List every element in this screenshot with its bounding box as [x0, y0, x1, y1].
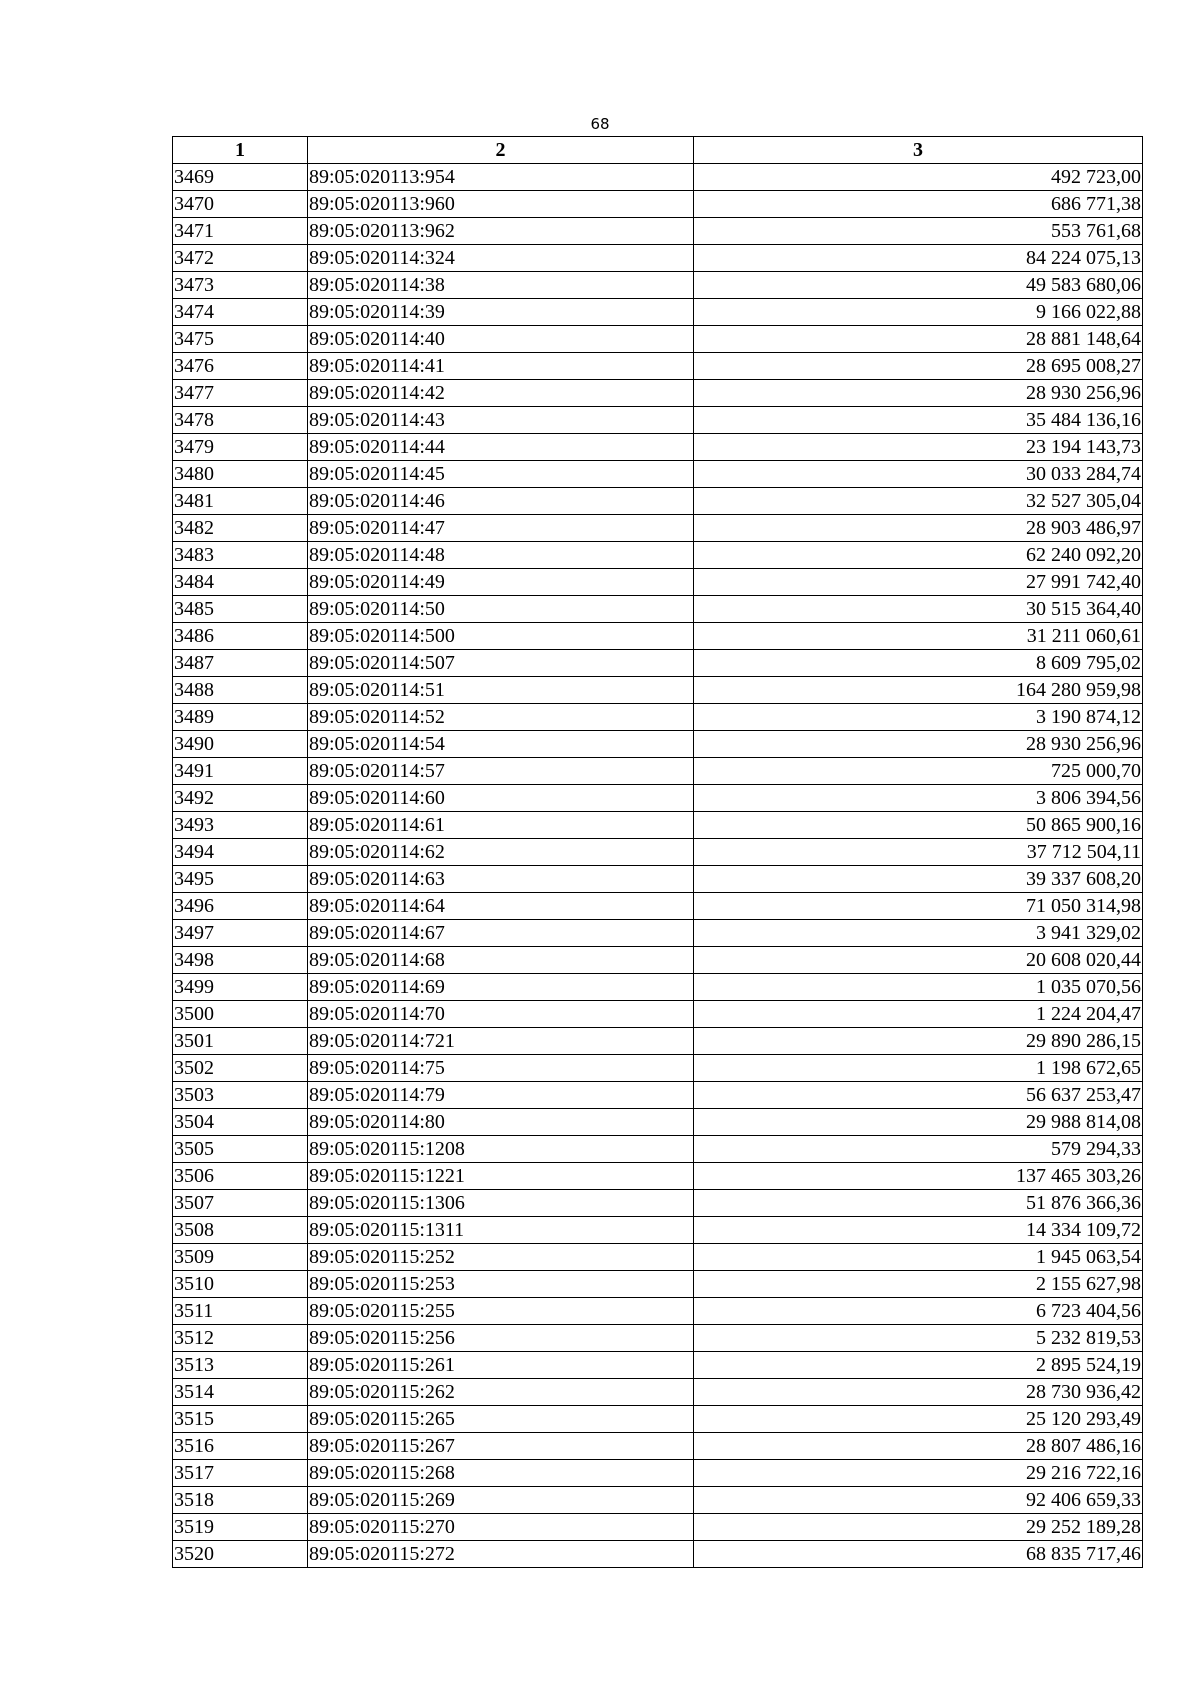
- table-row: [173, 1352, 1143, 1379]
- table-row: [173, 434, 1143, 461]
- cadastral-number-cell: 89:05:020114:52: [308, 704, 694, 731]
- table-row: [173, 326, 1143, 353]
- table-row: [173, 1541, 1143, 1568]
- table-row: [173, 974, 1143, 1001]
- cadastral-number-cell: 89:05:020114:70: [308, 1001, 694, 1028]
- table-row: [173, 650, 1143, 677]
- table-row: [173, 569, 1143, 596]
- row-number-cell: 3501: [173, 1028, 308, 1055]
- table-body: [173, 164, 1143, 1568]
- cadastral-number-cell: 89:05:020114:75: [308, 1055, 694, 1082]
- cadastral-number-cell: 89:05:020114:60: [308, 785, 694, 812]
- row-number-cell: 3480: [173, 461, 308, 488]
- row-number-cell: 3511: [173, 1298, 308, 1325]
- cadastral-value-cell: 1 945 063,54: [694, 1244, 1143, 1271]
- row-number-cell: 3473: [173, 272, 308, 299]
- table-row: [173, 1190, 1143, 1217]
- cadastral-number-cell: 89:05:020114:38: [308, 272, 694, 299]
- cadastral-number-cell: 89:05:020115:270: [308, 1514, 694, 1541]
- table-row: [173, 1298, 1143, 1325]
- row-number-cell: 3515: [173, 1406, 308, 1433]
- row-number-cell: 3506: [173, 1163, 308, 1190]
- cadastral-number-cell: 89:05:020115:267: [308, 1433, 694, 1460]
- cadastral-number-cell: 89:05:020114:46: [308, 488, 694, 515]
- table-header: [173, 137, 1143, 164]
- cadastral-value-cell: 28 695 008,27: [694, 353, 1143, 380]
- cadastral-number-cell: 89:05:020114:45: [308, 461, 694, 488]
- table-row: [173, 542, 1143, 569]
- cadastral-value-cell: 49 583 680,06: [694, 272, 1143, 299]
- cadastral-number-cell: 89:05:020115:272: [308, 1541, 694, 1568]
- table-row: [173, 1217, 1143, 1244]
- cadastral-number-cell: 89:05:020114:51: [308, 677, 694, 704]
- table-row: [173, 407, 1143, 434]
- cadastral-value-cell: 5 232 819,53: [694, 1325, 1143, 1352]
- cadastral-value-cell: 30 033 284,74: [694, 461, 1143, 488]
- row-number-cell: 3514: [173, 1379, 308, 1406]
- table-row: [173, 1001, 1143, 1028]
- cadastral-number-cell: 89:05:020114:69: [308, 974, 694, 1001]
- row-number-cell: 3493: [173, 812, 308, 839]
- cadastral-number-cell: 89:05:020114:61: [308, 812, 694, 839]
- cadastral-number-cell: 89:05:020115:256: [308, 1325, 694, 1352]
- cadastral-value-cell: 28 730 936,42: [694, 1379, 1143, 1406]
- row-number-cell: 3483: [173, 542, 308, 569]
- row-number-cell: 3492: [173, 785, 308, 812]
- row-number-cell: 3519: [173, 1514, 308, 1541]
- row-number-cell: 3510: [173, 1271, 308, 1298]
- row-number-cell: 3469: [173, 164, 308, 191]
- cadastral-value-cell: 20 608 020,44: [694, 947, 1143, 974]
- cadastral-value-cell: 553 761,68: [694, 218, 1143, 245]
- cadastral-value-cell: 51 876 366,36: [694, 1190, 1143, 1217]
- table-row: [173, 164, 1143, 191]
- table-row: [173, 704, 1143, 731]
- row-number-cell: 3470: [173, 191, 308, 218]
- cadastral-value-cell: 29 890 286,15: [694, 1028, 1143, 1055]
- row-number-cell: 3490: [173, 731, 308, 758]
- cadastral-number-cell: 89:05:020114:507: [308, 650, 694, 677]
- row-number-cell: 3495: [173, 866, 308, 893]
- header-col-1: 1: [173, 137, 308, 164]
- table-row: [173, 920, 1143, 947]
- row-number-cell: 3474: [173, 299, 308, 326]
- row-number-cell: 3516: [173, 1433, 308, 1460]
- row-number-cell: 3500: [173, 1001, 308, 1028]
- table-row: [173, 353, 1143, 380]
- row-number-cell: 3472: [173, 245, 308, 272]
- cadastral-number-cell: 89:05:020114:54: [308, 731, 694, 758]
- table-row: [173, 623, 1143, 650]
- cadastral-number-cell: 89:05:020114:49: [308, 569, 694, 596]
- cadastral-number-cell: 89:05:020115:252: [308, 1244, 694, 1271]
- cadastral-value-cell: 27 991 742,40: [694, 569, 1143, 596]
- cadastral-number-cell: 89:05:020115:262: [308, 1379, 694, 1406]
- cadastral-value-cell: 8 609 795,02: [694, 650, 1143, 677]
- row-number-cell: 3507: [173, 1190, 308, 1217]
- table-row: [173, 1460, 1143, 1487]
- cadastral-number-cell: 89:05:020114:67: [308, 920, 694, 947]
- cadastral-number-cell: 89:05:020114:39: [308, 299, 694, 326]
- table-row: [173, 1433, 1143, 1460]
- cadastral-value-cell: 71 050 314,98: [694, 893, 1143, 920]
- cadastral-value-cell: 39 337 608,20: [694, 866, 1143, 893]
- row-number-cell: 3512: [173, 1325, 308, 1352]
- cadastral-value-cell: 37 712 504,11: [694, 839, 1143, 866]
- cadastral-value-cell: 84 224 075,13: [694, 245, 1143, 272]
- cadastral-number-cell: 89:05:020115:269: [308, 1487, 694, 1514]
- table-row: [173, 515, 1143, 542]
- table-row: [173, 461, 1143, 488]
- cadastral-number-cell: 89:05:020115:253: [308, 1271, 694, 1298]
- cadastral-value-cell: 2 895 524,19: [694, 1352, 1143, 1379]
- row-number-cell: 3487: [173, 650, 308, 677]
- row-number-cell: 3517: [173, 1460, 308, 1487]
- cadastral-value-cell: 56 637 253,47: [694, 1082, 1143, 1109]
- cadastral-number-cell: 89:05:020114:62: [308, 839, 694, 866]
- cadastral-number-cell: 89:05:020114:48: [308, 542, 694, 569]
- row-number-cell: 3476: [173, 353, 308, 380]
- cadastral-number-cell: 89:05:020115:1221: [308, 1163, 694, 1190]
- cadastral-value-cell: 28 930 256,96: [694, 731, 1143, 758]
- cadastral-value-cell: 1 035 070,56: [694, 974, 1143, 1001]
- table-row: [173, 488, 1143, 515]
- cadastral-number-cell: 89:05:020114:40: [308, 326, 694, 353]
- cadastral-value-cell: 29 252 189,28: [694, 1514, 1143, 1541]
- table-row: [173, 245, 1143, 272]
- cadastral-value-cell: 725 000,70: [694, 758, 1143, 785]
- cadastral-number-cell: 89:05:020114:500: [308, 623, 694, 650]
- table-row: [173, 758, 1143, 785]
- cadastral-value-cell: 164 280 959,98: [694, 677, 1143, 704]
- cadastral-value-cell: 28 881 148,64: [694, 326, 1143, 353]
- cadastral-value-cell: 492 723,00: [694, 164, 1143, 191]
- table-row: [173, 1244, 1143, 1271]
- cadastral-number-cell: 89:05:020113:954: [308, 164, 694, 191]
- table-row: [173, 191, 1143, 218]
- header-row: [173, 137, 1143, 164]
- cadastral-number-cell: 89:05:020114:43: [308, 407, 694, 434]
- table-row: [173, 1487, 1143, 1514]
- row-number-cell: 3496: [173, 893, 308, 920]
- row-number-cell: 3509: [173, 1244, 308, 1271]
- row-number-cell: 3504: [173, 1109, 308, 1136]
- header-col-2: 2: [308, 137, 694, 164]
- cadastral-number-cell: 89:05:020113:960: [308, 191, 694, 218]
- row-number-cell: 3497: [173, 920, 308, 947]
- cadastral-value-cell: 686 771,38: [694, 191, 1143, 218]
- cadastral-value-cell: 23 194 143,73: [694, 434, 1143, 461]
- table-row: [173, 731, 1143, 758]
- cadastral-number-cell: 89:05:020114:64: [308, 893, 694, 920]
- cadastral-value-cell: 28 807 486,16: [694, 1433, 1143, 1460]
- table-row: [173, 947, 1143, 974]
- table-row: [173, 893, 1143, 920]
- cadastral-value-cell: 29 988 814,08: [694, 1109, 1143, 1136]
- cadastral-value-cell: 3 941 329,02: [694, 920, 1143, 947]
- cadastral-value-cell: 3 190 874,12: [694, 704, 1143, 731]
- row-number-cell: 3471: [173, 218, 308, 245]
- cadastral-number-cell: 89:05:020114:79: [308, 1082, 694, 1109]
- cadastral-value-cell: 50 865 900,16: [694, 812, 1143, 839]
- table-row: [173, 866, 1143, 893]
- table-row: [173, 1055, 1143, 1082]
- cadastral-value-cell: 31 211 060,61: [694, 623, 1143, 650]
- row-number-cell: 3513: [173, 1352, 308, 1379]
- cadastral-value-cell: 6 723 404,56: [694, 1298, 1143, 1325]
- row-number-cell: 3477: [173, 380, 308, 407]
- cadastral-value-table: [172, 136, 1143, 1568]
- cadastral-value-cell: 1 224 204,47: [694, 1001, 1143, 1028]
- table-row: [173, 1109, 1143, 1136]
- cadastral-value-cell: 137 465 303,26: [694, 1163, 1143, 1190]
- cadastral-value-cell: 14 334 109,72: [694, 1217, 1143, 1244]
- table-row: [173, 380, 1143, 407]
- cadastral-value-cell: 9 166 022,88: [694, 299, 1143, 326]
- cadastral-value-cell: 3 806 394,56: [694, 785, 1143, 812]
- cadastral-number-cell: 89:05:020115:265: [308, 1406, 694, 1433]
- row-number-cell: 3485: [173, 596, 308, 623]
- table-row: [173, 1163, 1143, 1190]
- cadastral-number-cell: 89:05:020114:44: [308, 434, 694, 461]
- cadastral-value-cell: 30 515 364,40: [694, 596, 1143, 623]
- row-number-cell: 3486: [173, 623, 308, 650]
- cadastral-number-cell: 89:05:020114:324: [308, 245, 694, 272]
- page-number: 68: [590, 115, 610, 133]
- cadastral-number-cell: 89:05:020114:63: [308, 866, 694, 893]
- cadastral-number-cell: 89:05:020115:1311: [308, 1217, 694, 1244]
- row-number-cell: 3494: [173, 839, 308, 866]
- cadastral-value-cell: 62 240 092,20: [694, 542, 1143, 569]
- row-number-cell: 3479: [173, 434, 308, 461]
- cadastral-number-cell: 89:05:020114:50: [308, 596, 694, 623]
- cadastral-value-cell: 68 835 717,46: [694, 1541, 1143, 1568]
- table-row: [173, 839, 1143, 866]
- row-number-cell: 3478: [173, 407, 308, 434]
- cadastral-number-cell: 89:05:020114:68: [308, 947, 694, 974]
- row-number-cell: 3484: [173, 569, 308, 596]
- table-row: [173, 1082, 1143, 1109]
- cadastral-value-cell: 28 903 486,97: [694, 515, 1143, 542]
- row-number-cell: 3488: [173, 677, 308, 704]
- cadastral-number-cell: 89:05:020113:962: [308, 218, 694, 245]
- cadastral-number-cell: 89:05:020114:42: [308, 380, 694, 407]
- cadastral-value-cell: 579 294,33: [694, 1136, 1143, 1163]
- cadastral-value-cell: 2 155 627,98: [694, 1271, 1143, 1298]
- row-number-cell: 3503: [173, 1082, 308, 1109]
- cadastral-value-cell: 28 930 256,96: [694, 380, 1143, 407]
- cadastral-number-cell: 89:05:020115:1208: [308, 1136, 694, 1163]
- cadastral-value-cell: 29 216 722,16: [694, 1460, 1143, 1487]
- row-number-cell: 3505: [173, 1136, 308, 1163]
- cadastral-value-cell: 35 484 136,16: [694, 407, 1143, 434]
- cadastral-value-cell: 1 198 672,65: [694, 1055, 1143, 1082]
- table-row: [173, 272, 1143, 299]
- cadastral-value-cell: 32 527 305,04: [694, 488, 1143, 515]
- cadastral-number-cell: 89:05:020115:261: [308, 1352, 694, 1379]
- cadastral-number-cell: 89:05:020114:47: [308, 515, 694, 542]
- cadastral-number-cell: 89:05:020115:1306: [308, 1190, 694, 1217]
- table-row: [173, 1514, 1143, 1541]
- cadastral-number-cell: 89:05:020115:268: [308, 1460, 694, 1487]
- cadastral-number-cell: 89:05:020114:721: [308, 1028, 694, 1055]
- row-number-cell: 3508: [173, 1217, 308, 1244]
- cadastral-value-cell: 25 120 293,49: [694, 1406, 1143, 1433]
- row-number-cell: 3482: [173, 515, 308, 542]
- table-row: [173, 1136, 1143, 1163]
- table-row: [173, 218, 1143, 245]
- table-row: [173, 785, 1143, 812]
- cadastral-number-cell: 89:05:020114:41: [308, 353, 694, 380]
- table-row: [173, 299, 1143, 326]
- cadastral-number-cell: 89:05:020114:57: [308, 758, 694, 785]
- header-col-3: 3: [694, 137, 1143, 164]
- table-row: [173, 1379, 1143, 1406]
- table-row: [173, 1028, 1143, 1055]
- row-number-cell: 3481: [173, 488, 308, 515]
- table-row: [173, 677, 1143, 704]
- row-number-cell: 3520: [173, 1541, 308, 1568]
- cadastral-number-cell: 89:05:020114:80: [308, 1109, 694, 1136]
- row-number-cell: 3502: [173, 1055, 308, 1082]
- table-row: [173, 1325, 1143, 1352]
- cadastral-number-cell: 89:05:020115:255: [308, 1298, 694, 1325]
- row-number-cell: 3489: [173, 704, 308, 731]
- table-row: [173, 1406, 1143, 1433]
- cadastral-value-cell: 92 406 659,33: [694, 1487, 1143, 1514]
- row-number-cell: 3498: [173, 947, 308, 974]
- row-number-cell: 3518: [173, 1487, 308, 1514]
- table-row: [173, 812, 1143, 839]
- table-row: [173, 596, 1143, 623]
- row-number-cell: 3491: [173, 758, 308, 785]
- row-number-cell: 3475: [173, 326, 308, 353]
- row-number-cell: 3499: [173, 974, 308, 1001]
- table-row: [173, 1271, 1143, 1298]
